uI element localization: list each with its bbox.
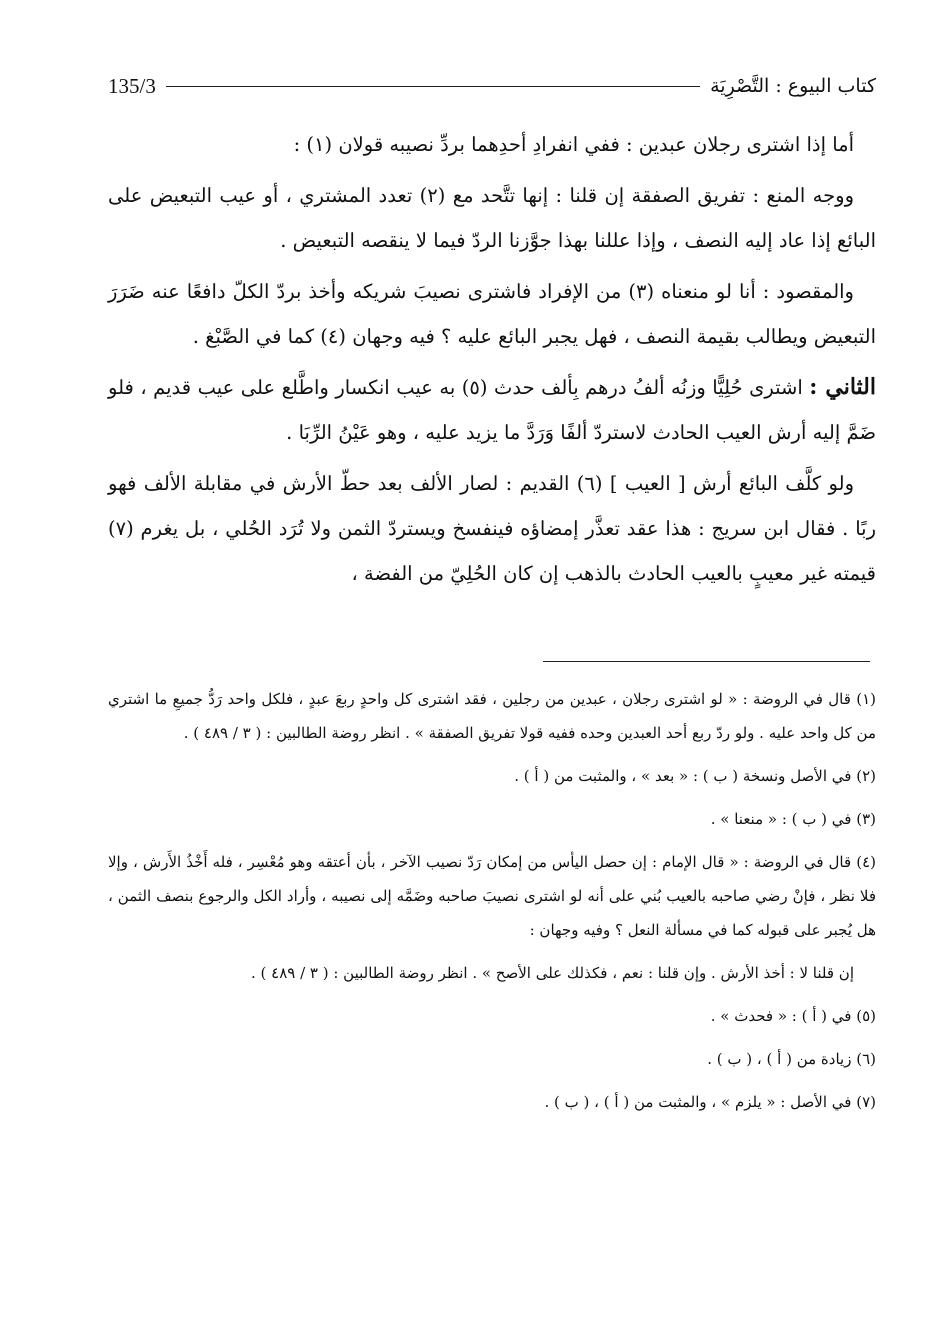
footnote-3: (٣) في ( ب ) : « منعنا » . xyxy=(710,810,876,828)
footnote-5: (٥) في ( أ ) : « فحدث » . xyxy=(710,1007,876,1025)
footnote-separator xyxy=(543,661,870,662)
paragraph-2: ووجه المنع : تفريق الصفقة إن قلنا : إنها تتَّحد مع (٢) تعدد المشتري ، أو عيب التبعيض على البائع إذا عاد إليه النصف ، وإذا عللنا بهذا جوَّزنا الردّ فيما لا ينقصه التبعيض . xyxy=(108,184,876,252)
page-number: 135/3 xyxy=(108,73,156,98)
footnotes xyxy=(108,682,876,1128)
section-lead: الثاني : xyxy=(809,374,877,400)
footnote-2: (٢) في الأصل ونسخة ( ب ) : « بعد » ، والمثبت من ( أ ) . xyxy=(514,767,876,785)
footnote-4: (٤) قال في الروضة : « قال الإمام : إن حصل اليأس من إمكان رَدّ نصيب الآخر ، بأن أعتقه وهو مُعْسِر ، فله أَخْذُ الأَرش ، وإلا فلا نظر ، فإنْ رضي صاحبه بالعيب بُني على أنه لو اشترى نصيبَ صاحبه وضَمَّه إلى نصيبه ، وأراد الكل والرجوع بنصف الثمن ، هل يُجبر على قبوله كما في مسألة النعل ؟ وفيه وجهان : xyxy=(108,853,876,939)
footnote-1: (١) قال في الروضة : « لو اشترى رجلان ، عبدين من رجلين ، فقد اشترى كل واحدٍ ربعَ عبدٍ ، فلكل واحد رَدُّ جميعِ ما اشتري من كل واحد عليه . ولو ردّ ربع أحد العبدين وحده ففيه قولا تفريق الصفقة » . انظر روضة الطالبين : ( ٣ / ٤٨٩ ) . xyxy=(108,690,876,742)
footnote-6: (٦) زيادة من ( أ ) ، ( ب ) . xyxy=(707,1050,876,1068)
paragraph-4 xyxy=(108,365,876,455)
paragraph-5: ولو كلَّف البائع أرش [ العيب ] (٦) القديم : لصار الألف بعد حطّ الأرش في مقابلة الألف فهو ربًا . فقال ابن سريج : هذا عقد تعذَّر إمضاؤه فينفسخ ويستردّ الثمن ولا تُرَد الحُلي ، بل يغرم (٧) قيمته غير معيبٍ بالعيب الحادث بالذهب إن كان الحُلِيّ من الفضة ، xyxy=(108,472,876,585)
running-title: كتاب البيوع : التَّصْرِيَة xyxy=(710,75,876,97)
footnote-7: (٧) في الأصل : « يلزم » ، والمثبت من ( أ ) ، ( ب ) . xyxy=(544,1093,876,1111)
paragraph-1: أما إذا اشترى رجلان عبدين : ففي انفرادِ أحدِهما بردِّ نصيبه قولان (١) : xyxy=(293,133,854,156)
running-header xyxy=(108,68,876,104)
paragraph-4-text: اشترى حُلِيًّا وزنُه ألفُ درهم بِألف حدث (٥) به عيب انكسار واطَّلع على عيب قديم ، فلو ضَمَّ إليه أرش العيب الحادث لاستردّ ألفًا وَرَدَّ ما يزيد عليه ، وهو عَيْنُ الرِّبَا . xyxy=(108,376,876,444)
paragraph-3: والمقصود : أنا لو منعناه (٣) من الإفراد فاشترى نصيبَ شريكه وأخذ بردّ الكلّ دافعًا عنه ضَرَرَ التبعيض ويطالب بقيمة النصف ، فهل يجبر البائع عليه ؟ فيه وجهان (٤) كما في الصَّبْغ . xyxy=(108,280,876,348)
footnote-4-continued: إن قلنا لا : أخذ الأرش . وإن قلنا : نعم ، فكذلك على الأصح » . انظر روضة الطالبين : ( ٣ / ٤٨٩ ) . xyxy=(250,964,854,982)
header-rule xyxy=(166,86,700,87)
main-text xyxy=(108,122,876,602)
